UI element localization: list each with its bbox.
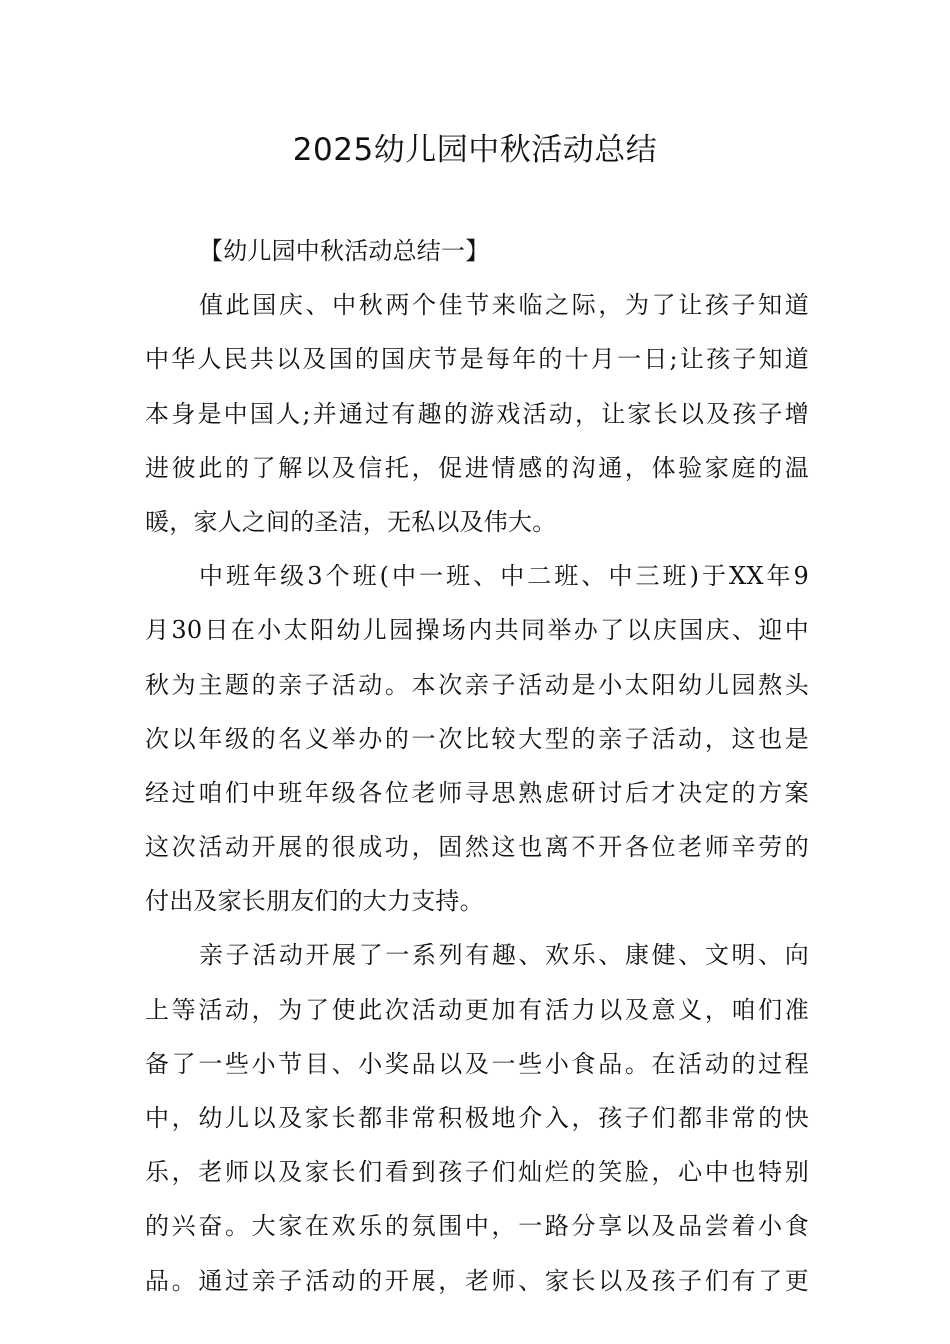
paragraph-line: 中华人民共以及国的国庆节是每年的十月一日;让孩子知道 — [145, 345, 809, 374]
paragraph-line: 这次活动开展的很成功，固然这也离不开各位老师辛劳的 — [145, 833, 809, 862]
paragraph-line: 付出及家长朋友们的大力支持。 — [145, 887, 484, 916]
paragraph-line: 值此国庆、中秋两个佳节来临之际，为了让孩子知道 — [199, 291, 809, 320]
paragraph-line: 暖，家人之间的圣洁，无私以及伟大。 — [145, 507, 557, 536]
paragraph-line: 本身是中国人;并通过有趣的游戏活动，让家长以及孩子增 — [145, 399, 809, 428]
paragraph-1 — [145, 278, 809, 549]
paragraph-line: 亲子活动开展了一系列有趣、欢乐、康健、文明、向 — [199, 941, 809, 970]
document-title: 2025幼儿园中秋活动总结 — [292, 132, 658, 168]
paragraph-2 — [145, 549, 809, 928]
paragraph-3 — [145, 928, 809, 1307]
paragraph-line: 经过咱们中班年级各位老师寻思熟虑研讨后才决定的方案 — [145, 778, 809, 807]
paragraph-line: 进彼此的了解以及信托，促进情感的沟通，体验家庭的温 — [145, 453, 809, 482]
paragraph-line: 品。通过亲子活动的开展，老师、家长以及孩子们有了更 — [145, 1266, 809, 1295]
paragraph-line: 乐，老师以及家长们看到孩子们灿烂的笑脸，心中也特别 — [145, 1158, 809, 1187]
paragraph-line: 备了一些小节目、小奖品以及一些小食品。在活动的过程 — [145, 1049, 809, 1078]
paragraph-line: 次以年级的名义举办的一次比较大型的亲子活动，这也是 — [145, 724, 809, 753]
paragraph-line: 上等活动，为了使此次活动更加有活力以及意义，咱们准 — [145, 995, 809, 1024]
section-heading: 【幼儿园中秋活动总结一】 — [199, 237, 490, 265]
paragraph-line: 月30日在小太阳幼儿园操场内共同举办了以庆国庆、迎中 — [145, 616, 809, 645]
document-body — [145, 224, 809, 1308]
paragraph-line: 中，幼儿以及家长都非常积极地介入，孩子们都非常的快 — [145, 1104, 809, 1132]
paragraph-line: 秋为主题的亲子活动。本次亲子活动是小太阳幼儿园熬头 — [145, 670, 809, 699]
paragraph-line: 的兴奋。大家在欢乐的氛围中，一路分享以及品尝着小食 — [145, 1212, 809, 1241]
paragraph-line: 中班年级3个班(中一班、中二班、中三班)于XX年9 — [199, 562, 809, 591]
